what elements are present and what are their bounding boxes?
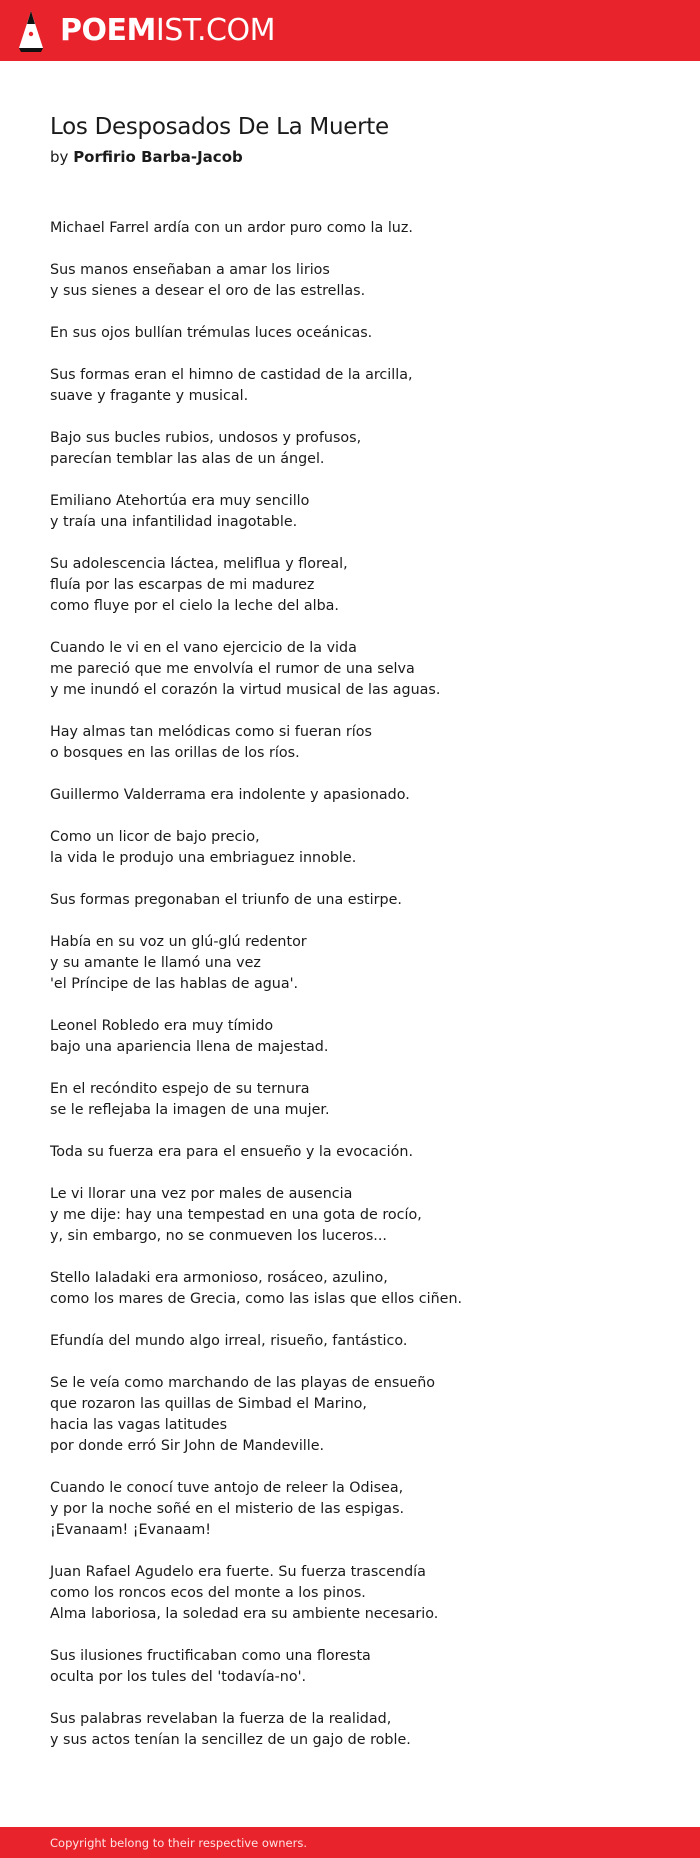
poem-stanza [50, 218, 670, 239]
poem-line: Hay almas tan melódicas como si fueran ríos [50, 724, 372, 740]
poem-stanza [50, 1709, 670, 1751]
site-header [0, 0, 700, 61]
poem-line: Guillermo Valderrama era indolente y apasionado. [50, 787, 410, 803]
poem-line: Había en su voz un glú-glú redentor [50, 934, 307, 950]
poem-stanza [50, 1646, 670, 1688]
poem-stanza [50, 1142, 670, 1163]
poem-line: y su amante le llamó una vez [50, 955, 261, 971]
poem-line: Leonel Robledo era muy tímido [50, 1018, 274, 1034]
poem-line: En sus ojos bullían trémulas luces oceánicas. [50, 325, 373, 341]
site-logo[interactable] [18, 10, 275, 52]
poem-line: Le vi llorar una vez por males de ausencia [50, 1186, 353, 1202]
poem-line: Stello Ialadaki era armonioso, rosáceo, azulino, [50, 1270, 388, 1286]
poem-stanza [50, 827, 670, 869]
poem-line: Emiliano Atehortúa era muy sencillo [50, 493, 310, 509]
poem-title: Los Desposados De La Muerte [50, 114, 389, 140]
poem-line: Se le veía como marchando de las playas de ensueño [50, 1375, 436, 1391]
poem-line: hacia las vagas latitudes [50, 1417, 228, 1433]
poem-line: Su adolescencia láctea, meliflua y floreal, [50, 556, 348, 572]
poem-line: suave y fragante y musical. [50, 388, 249, 404]
poem-stanza [50, 1331, 670, 1352]
poem-line: Juan Rafael Agudelo era fuerte. Su fuerza trascendía [50, 1564, 426, 1580]
poem-line: Alma laboriosa, la soledad era su ambiente necesario. [50, 1606, 439, 1622]
poem-line: En el recóndito espejo de su ternura [50, 1081, 310, 1097]
byline [50, 148, 243, 166]
poem-stanza [50, 365, 670, 407]
poem-stanza [50, 638, 670, 701]
poem-line: ¡Evanaam! ¡Evanaam! [50, 1522, 212, 1538]
poem-line: como los mares de Grecia, como las islas que ellos ciñen. [50, 1291, 463, 1307]
poem-line: Como un licor de bajo precio, [50, 829, 260, 845]
poem-line: Sus formas pregonaban el triunfo de una estirpe. [50, 892, 402, 908]
poem-line: y traía una infantilidad inagotable. [50, 514, 298, 530]
poem-line: parecían temblar las alas de un ángel. [50, 451, 325, 467]
poem-line: Efundía del mundo algo irreal, risueño, fantástico. [50, 1333, 408, 1349]
poem-line: Cuando le conocí tuve antojo de releer la Odisea, [50, 1480, 404, 1496]
by-label: by [50, 148, 69, 166]
poem-line: Sus palabras revelaban la fuerza de la realidad, [50, 1711, 392, 1727]
poem-line: se le reflejaba la imagen de una mujer. [50, 1102, 330, 1118]
poem-stanza [50, 1478, 670, 1541]
poem-stanza [50, 1373, 670, 1457]
poem-stanza [50, 890, 670, 911]
poem-stanza [50, 1562, 670, 1625]
poem-stanza [50, 491, 670, 533]
poem-stanza [50, 1079, 670, 1121]
author-name: Porfirio Barba-Jacob [73, 148, 243, 166]
poem-stanza [50, 1016, 670, 1058]
poem-line: como los roncos ecos del monte a los pinos. [50, 1585, 366, 1601]
poem-stanza [50, 785, 670, 806]
poem-line: Michael Farrel ardía con un ardor puro como la luz. [50, 220, 413, 236]
poem-line: y me dije: hay una tempestad en una gota de rocío, [50, 1207, 422, 1223]
poem-line: Sus ilusiones fructificaban como una floresta [50, 1648, 371, 1664]
poem-stanza [50, 932, 670, 995]
poem-stanza [50, 554, 670, 617]
poem-line: Sus manos enseñaban a amar los lirios [50, 262, 330, 278]
pen-nib-icon [18, 10, 44, 52]
poem-stanza [50, 323, 670, 344]
poem-line: y, sin embargo, no se conmueven los luceros... [50, 1228, 387, 1244]
logo-text-bold: POEM [60, 13, 156, 48]
poem-line: la vida le produjo una embriaguez innoble. [50, 850, 357, 866]
poem-line: que rozaron las quillas de Simbad el Marino, [50, 1396, 367, 1412]
poem-line: 'el Príncipe de las hablas de agua'. [50, 976, 299, 992]
poem-line: y sus actos tenían la sencillez de un gajo de roble. [50, 1732, 411, 1748]
poem-line: Cuando le vi en el vano ejercicio de la vida [50, 640, 357, 656]
poem-line: Sus formas eran el himno de castidad de la arcilla, [50, 367, 413, 383]
poem-stanza [50, 428, 670, 470]
logo-text-light: IST.COM [155, 13, 275, 48]
poem-line: y por la noche soñé en el misterio de las espigas. [50, 1501, 405, 1517]
poem-stanza [50, 260, 670, 302]
poem-line: me pareció que me envolvía el rumor de una selva [50, 661, 415, 677]
poem-body [50, 218, 670, 1772]
poem-line: o bosques en las orillas de los ríos. [50, 745, 300, 761]
poem-line: Toda su fuerza era para el ensueño y la evocación. [50, 1144, 413, 1160]
poem-line: y me inundó el corazón la virtud musical de las aguas. [50, 682, 441, 698]
copyright-text: Copyright belong to their respective owners. [50, 1836, 308, 1850]
poem-line: Bajo sus bucles rubios, undosos y profusos, [50, 430, 362, 446]
poem-line: oculta por los tules del 'todavía-no'. [50, 1669, 307, 1685]
site-footer [0, 1827, 700, 1858]
poem-line: por donde erró Sir John de Mandeville. [50, 1438, 325, 1454]
poem-stanza [50, 722, 670, 764]
poem-line: fluía por las escarpas de mi madurez [50, 577, 315, 593]
poem-stanza [50, 1184, 670, 1247]
poem-line: bajo una apariencia llena de majestad. [50, 1039, 329, 1055]
logo-text [60, 13, 275, 48]
poem-stanza [50, 1268, 670, 1310]
poem-line: como fluye por el cielo la leche del alba. [50, 598, 339, 614]
poem-line: y sus sienes a desear el oro de las estrellas. [50, 283, 366, 299]
